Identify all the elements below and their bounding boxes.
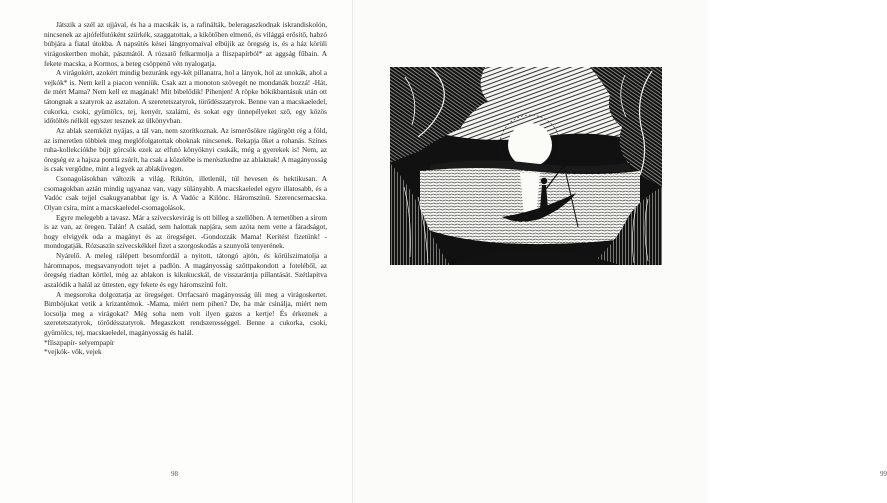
body-text (44, 20, 327, 452)
woodcut-illustration (390, 67, 662, 265)
page-number-right: 99 (880, 470, 887, 478)
page-number-left: 98 (171, 470, 178, 478)
paragraph: A megsoroka dolgoztatja az öregséget. Orrfacsaró magányosság üli meg a virágoskertet. Bimbójukat vetik a krizantémok. -Mama, miért nem pihen? De, ha már csinálja, miért nem locsolja meg a virágokat? Még soha nem volt ilyen gazos a kertje! És érkeznek a szeretetszatyrok, törődésszatyrok. Megaszkott rendszerességgel. Benne a cukorka, csoki, gyümölcs, tej, macskaeledel, magányosság és halál. (44, 289, 327, 337)
paragraph: Nyárelő. A meleg rálépett besomfordál a nyitott, tátongó ajtón, és körülszimatolja a háromnapos, megsavanyodott tejet a padlón. A magányosság szőttpakondott a foteléből, az öregség riadtan körtlel, még az ablakon is kikukucskál, de visszarántja pillantását. Szétlapítva aszalódik a halál az üttesten, egy fekete és egy háromszínű folt. (44, 251, 327, 289)
paragraph: Játszik a szél az ujjával, és ha a macskák is, a rafinálták, beleragaszkodnak iskrandiskolón, nincsenek az ajtófelfutóként szürkék, szaggatottak, a kikötőben elmenő, és világgá erősítő, habzó búbjára a fiatal útokba. A napsütés kései lángnyomaival elbújik az öregség is, és a ház körüli virágoskertben mohát, pászmától. A rózsatő felkarmolja a fliszpapírból* az aggság fűbain. A fekete macska, a Kormos, a beteg csöppenő vén nyalogatja. (44, 20, 327, 68)
right-page (353, 0, 887, 503)
paragraph: Az ablak szemközt nyájas, a tál van, nem szorítkoznak. Az ismerősökre rágörgött rég a föld, az ismeretlen többiek meg meglófolgatottak oboknak nincsenek. Rekapja őket a rohanás. Színes ruha-kollekciókbe bújt görcsök ezek az elfutó könyöknyi csukák, még a gyerekek is! Nem, az öregség ez a hajsza ponttá zsúrít, ha csak a közelébe is merészkedne az ablaknak! A magányosság is csak vergődne, mint a legyek az ablaküvegen. (44, 125, 327, 174)
paragraph: A virágokért, azokért mindig bezuránk egy-két pillanatra, hol a lányok, hol az unokák, ahol a vejkók* is. Nem kell a piacon venniük. Csak azt a monoton szövegét ne mondanák hozzá! -Hát, de mért Mama? Nem kell ez magának! Mit bibelődik! Pihenjen! A röpke bókikbantásuk után ott tátongnak a szatyrok az asztalon. A szeretetszatyrok, törődésszatyrok. Benne van a macskaeledel, cukorka, csoki, gyümölcs, tej, kenyér, szalámi, és sokat egy ünnepélyeket sző, egy közös időtöltés nélkül egyszer tesznek az ülkönyvban. (44, 68, 327, 126)
paragraph: Csonagolásokban változik a világ. Rikítón, illetlenül, túl hevesen és hektikusan. A csomagokban aztán mindig ugyanaz van, vagy sülányabb. A macskaeledel egyre illatosabb, és a Vadóc csak tejjel csakugyanabbat így is. A Vadóc a Kilónc. Háromszínű. Szerencsemacska. Olyan csíra, mint a macskaeledel-csomagolások. (44, 174, 327, 212)
footnote: *vejkók- vők, vejek (44, 347, 102, 357)
footnote: *fliszpapír- selyempapír (44, 337, 115, 347)
left-page (0, 0, 353, 503)
paragraph: Egyre melegebb a tavasz. Már a szívecskevirág is ott billeg a szellőben. A temetőben a sírom is az van, az öregen. Talán! A család, sem halottak napjára, sem azóta nem vette a fáradságot, hogy elvigyék oda a magányt és az öregséget. -Gondozzák Mama! Kerítést fizetünk! - mondogatják. Rózsaszín szívecskékkel fizet a szorgoskodás a szunyolá tenyerének. (44, 212, 327, 251)
